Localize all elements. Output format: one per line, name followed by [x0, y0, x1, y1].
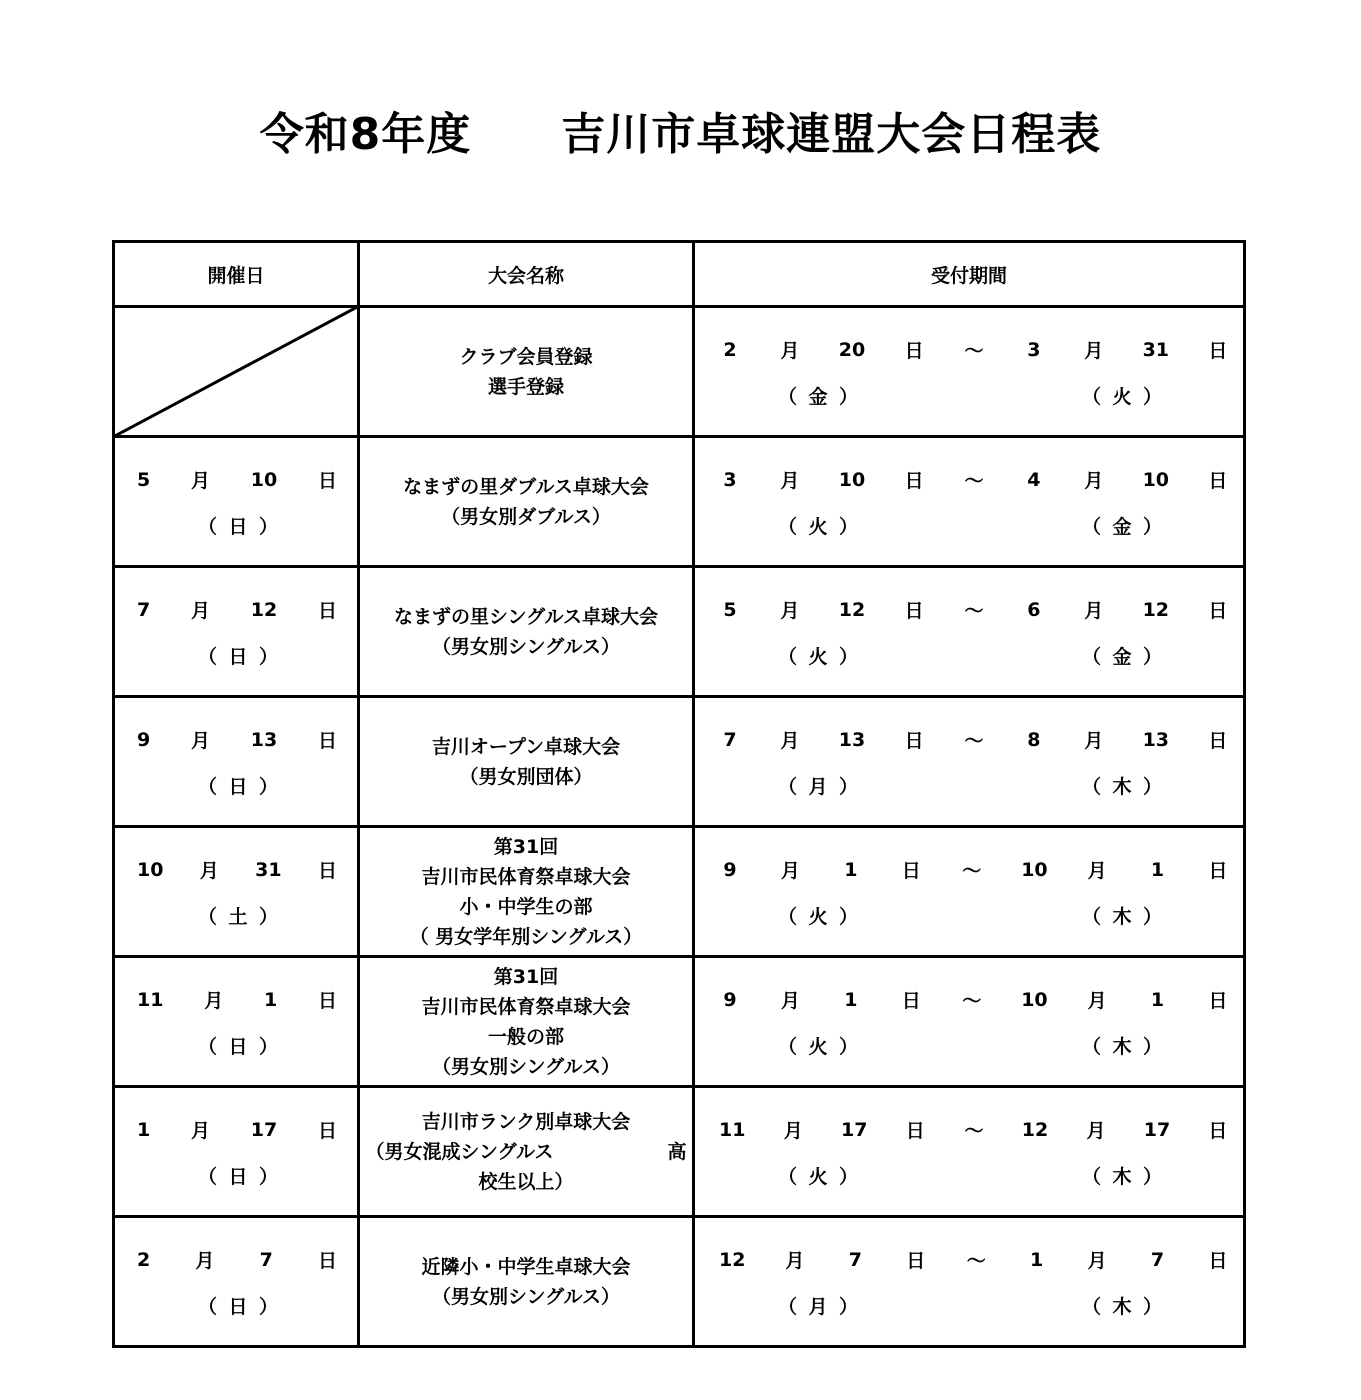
to-day: 31	[1142, 338, 1170, 361]
to-month: 10	[1021, 988, 1048, 1011]
event-weekday-line	[115, 1282, 357, 1326]
reception-date-line	[695, 588, 1243, 632]
reception-period-cell	[694, 1087, 1245, 1217]
event-name-line: 第31回	[493, 965, 559, 988]
open-paren: （	[1082, 645, 1102, 668]
from-month: 11	[719, 1118, 746, 1141]
to-weekday	[1082, 1032, 1162, 1059]
reception-weekday-line	[695, 762, 1243, 806]
day-label: 日	[317, 1120, 337, 1142]
day-label: 日	[317, 730, 337, 752]
to-weekday	[1082, 512, 1162, 539]
event-name-line: （ 男女学年別シングルス）	[409, 925, 643, 948]
event-weekday-line	[115, 1022, 357, 1066]
from-weekday	[778, 1162, 858, 1189]
range-tilde: ～	[964, 600, 984, 622]
event-date-cell	[114, 567, 359, 697]
range-tilde: ～	[964, 730, 984, 752]
weekday-label: 木	[1112, 1035, 1132, 1058]
to-day: 1	[1150, 988, 1165, 1011]
close-paren: ）	[258, 645, 278, 668]
to-month: 10	[1021, 858, 1048, 881]
event-date-line	[115, 1108, 357, 1152]
header-date: 開催日	[114, 242, 359, 307]
to-weekday	[1082, 772, 1162, 799]
open-paren: （	[778, 1035, 798, 1058]
header-name: 大会名称	[359, 242, 694, 307]
to-weekday	[1082, 642, 1162, 669]
to-month: 1	[1030, 1248, 1044, 1271]
from-day: 1	[844, 858, 858, 881]
to-day: 7	[1150, 1248, 1165, 1271]
schedule-table	[112, 240, 1246, 1348]
close-paren: ）	[838, 1295, 858, 1318]
month-label: 月	[1087, 1250, 1107, 1272]
range-tilde: ～	[964, 1120, 984, 1142]
day-label: 日	[904, 340, 924, 362]
event-weekday-line	[115, 632, 357, 676]
event-name	[360, 732, 692, 792]
to-day: 12	[1142, 598, 1170, 621]
event-name	[360, 342, 692, 402]
event-date-line	[115, 848, 357, 892]
from-weekday	[778, 772, 858, 799]
open-paren: （	[198, 645, 218, 668]
close-paren: ）	[258, 1165, 278, 1188]
event-weekday-line	[115, 892, 357, 936]
range-tilde: ～	[964, 340, 984, 362]
open-paren: （	[198, 1295, 218, 1318]
day-label: 日	[1208, 990, 1228, 1012]
reception-period-cell	[694, 957, 1245, 1087]
reception-weekday-line	[695, 632, 1243, 676]
table-row	[114, 1087, 1245, 1217]
event-month: 5	[137, 468, 151, 491]
event-month: 7	[137, 598, 151, 621]
event-date-line	[115, 718, 357, 762]
event-date-line	[115, 588, 357, 632]
day-label: 日	[904, 470, 924, 492]
event-date-cell	[114, 307, 359, 437]
close-paren: ）	[258, 515, 278, 538]
open-paren: （	[1082, 1295, 1102, 1318]
open-paren: （	[198, 515, 218, 538]
table-row	[114, 1217, 1245, 1347]
event-weekday	[198, 512, 278, 539]
event-name-line: （男女別シングルス）	[431, 1055, 620, 1078]
to-month: 4	[1027, 468, 1041, 491]
event-date-cell	[114, 437, 359, 567]
to-weekday	[1082, 1292, 1162, 1319]
month-label: 月	[204, 990, 224, 1012]
event-day: 12	[250, 598, 278, 621]
event-day: 17	[250, 1118, 278, 1141]
close-paren: ）	[838, 905, 858, 928]
table-row	[114, 567, 1245, 697]
month-label: 月	[785, 1250, 805, 1272]
month-label: 月	[1087, 990, 1107, 1012]
day-label: 日	[1208, 860, 1228, 882]
weekday-label: 日	[228, 1165, 248, 1188]
event-weekday	[198, 902, 278, 929]
header-row	[114, 242, 1245, 307]
event-name-cell	[359, 1087, 694, 1217]
event-month: 2	[137, 1248, 151, 1271]
event-date-cell	[114, 697, 359, 827]
close-paren: ）	[1142, 905, 1162, 928]
range-tilde: ～	[966, 1250, 986, 1272]
month-label: 月	[780, 600, 800, 622]
from-day: 12	[838, 598, 866, 621]
to-month: 3	[1027, 338, 1041, 361]
range-tilde: ～	[964, 470, 984, 492]
reception-date-line	[695, 458, 1243, 502]
diagonal-line	[113, 306, 359, 437]
event-weekday-line	[115, 762, 357, 806]
open-paren: （	[1082, 775, 1102, 798]
event-day: 31	[255, 858, 282, 881]
event-name-line: （男女別シングルス）	[431, 635, 620, 658]
event-weekday-line	[115, 1152, 357, 1196]
from-month: 5	[723, 598, 737, 621]
weekday-label: 日	[228, 1295, 248, 1318]
month-label: 月	[1087, 860, 1107, 882]
month-label: 月	[190, 600, 210, 622]
to-month: 6	[1027, 598, 1041, 621]
reception-weekday-line	[695, 502, 1243, 546]
event-weekday	[198, 642, 278, 669]
from-month: 12	[719, 1248, 746, 1271]
event-month: 9	[137, 728, 151, 751]
event-name-line: なまずの里ダブルス卓球大会	[403, 475, 649, 498]
weekday-label: 火	[808, 905, 828, 928]
range-tilde: ～	[962, 990, 982, 1012]
table-row	[114, 697, 1245, 827]
event-name-cell	[359, 827, 694, 957]
close-paren: ）	[1142, 775, 1162, 798]
weekday-label: 火	[808, 1035, 828, 1058]
close-paren: ）	[1142, 385, 1162, 408]
from-month: 9	[723, 858, 737, 881]
table-row	[114, 957, 1245, 1087]
event-month: 10	[137, 858, 164, 881]
to-day: 17	[1143, 1118, 1171, 1141]
open-paren: （	[1082, 905, 1102, 928]
day-label: 日	[1208, 1250, 1228, 1272]
month-label: 月	[780, 730, 800, 752]
month-label: 月	[199, 860, 219, 882]
reception-weekday-line	[695, 1282, 1243, 1326]
event-name-cell	[359, 567, 694, 697]
day-label: 日	[906, 1250, 926, 1272]
event-name-line: （男女別シングルス）	[431, 1285, 620, 1308]
day-label: 日	[317, 990, 337, 1012]
close-paren: ）	[1142, 1295, 1162, 1318]
close-paren: ）	[838, 645, 858, 668]
from-day: 10	[838, 468, 866, 491]
from-month: 7	[723, 728, 737, 751]
to-month: 8	[1027, 728, 1041, 751]
reception-weekday-line	[695, 1022, 1243, 1066]
from-month: 9	[723, 988, 737, 1011]
open-paren: （	[198, 1035, 218, 1058]
day-label: 日	[1208, 600, 1228, 622]
event-day: 10	[250, 468, 278, 491]
weekday-label: 火	[808, 1165, 828, 1188]
event-name-line: 小・中学生の部	[459, 895, 593, 918]
weekday-label: 土	[228, 905, 248, 928]
reception-period-cell	[694, 567, 1245, 697]
day-label: 日	[1208, 470, 1228, 492]
event-name-line: 校生以上）	[478, 1170, 574, 1193]
range-tilde: ～	[962, 860, 982, 882]
close-paren: ）	[838, 1165, 858, 1188]
day-label: 日	[1208, 1120, 1228, 1142]
event-date-cell	[114, 1217, 359, 1347]
from-day: 20	[838, 338, 866, 361]
to-month: 12	[1021, 1118, 1049, 1141]
month-label: 月	[780, 340, 800, 362]
reception-date-line	[695, 328, 1243, 372]
header-reception: 受付期間	[694, 242, 1245, 307]
to-day: 1	[1150, 858, 1165, 881]
day-label: 日	[901, 860, 921, 882]
event-name-line: 吉川市民体育祭卓球大会	[421, 865, 631, 888]
event-date-cell	[114, 827, 359, 957]
close-paren: ）	[258, 775, 278, 798]
weekday-label: 月	[808, 1295, 828, 1318]
close-paren: ）	[258, 1035, 278, 1058]
weekday-label: 日	[228, 775, 248, 798]
from-weekday	[778, 1292, 858, 1319]
weekday-label: 金	[1112, 515, 1132, 538]
open-paren: （	[198, 775, 218, 798]
weekday-label: 木	[1112, 1295, 1132, 1318]
reception-weekday-line	[695, 1152, 1243, 1196]
event-date-line	[115, 978, 357, 1022]
open-paren: （	[778, 775, 798, 798]
month-label: 月	[1084, 730, 1104, 752]
event-date-line	[115, 458, 357, 502]
event-weekday	[198, 1162, 278, 1189]
open-paren: （	[778, 905, 798, 928]
day-label: 日	[1208, 340, 1228, 362]
day-label: 日	[317, 600, 337, 622]
weekday-label: 火	[1112, 385, 1132, 408]
month-label: 月	[1084, 600, 1104, 622]
reception-date-line	[695, 718, 1243, 762]
month-label: 月	[1084, 470, 1104, 492]
weekday-label: 木	[1112, 1165, 1132, 1188]
event-name-cell	[359, 957, 694, 1087]
reception-period-cell	[694, 437, 1245, 567]
weekday-label: 木	[1112, 905, 1132, 928]
month-label: 月	[190, 730, 210, 752]
open-paren: （	[1082, 1035, 1102, 1058]
event-name-cell	[359, 437, 694, 567]
reception-date-line	[695, 848, 1243, 892]
day-label: 日	[1208, 730, 1228, 752]
reception-period-cell	[694, 697, 1245, 827]
from-day: 17	[840, 1118, 868, 1141]
event-month: 1	[137, 1118, 151, 1141]
month-label: 月	[780, 860, 800, 882]
event-name	[360, 472, 692, 532]
event-name-line: なまずの里シングルス卓球大会	[393, 605, 658, 628]
close-paren: ）	[258, 905, 278, 928]
from-weekday	[778, 382, 858, 409]
close-paren: ）	[838, 515, 858, 538]
event-name-line: 吉川オープン卓球大会	[431, 735, 621, 758]
close-paren: ）	[1142, 1035, 1162, 1058]
reception-date-line	[695, 978, 1243, 1022]
empty-date-diagonal	[115, 308, 357, 435]
open-paren: （	[198, 1165, 218, 1188]
day-label: 日	[905, 1120, 925, 1142]
from-day: 1	[844, 988, 858, 1011]
event-name-cell	[359, 697, 694, 827]
from-month: 2	[723, 338, 737, 361]
to-day: 13	[1142, 728, 1170, 751]
reception-period-cell	[694, 307, 1245, 437]
close-paren: ）	[838, 1035, 858, 1058]
weekday-label: 月	[808, 775, 828, 798]
day-label: 日	[317, 860, 337, 882]
event-name-line: クラブ会員登録	[459, 345, 593, 368]
reception-weekday-line	[695, 372, 1243, 416]
event-name-line: 一般の部	[487, 1025, 564, 1048]
weekday-label: 金	[1112, 645, 1132, 668]
table-row	[114, 307, 1245, 437]
event-name	[360, 602, 692, 662]
event-weekday	[198, 1292, 278, 1319]
open-paren: （	[778, 1295, 798, 1318]
event-day: 13	[250, 728, 278, 751]
open-paren: （	[778, 515, 798, 538]
reception-period-cell	[694, 1217, 1245, 1347]
reception-weekday-line	[695, 892, 1243, 936]
weekday-label: 木	[1112, 775, 1132, 798]
close-paren: ）	[838, 385, 858, 408]
to-weekday	[1082, 902, 1162, 929]
event-date-cell	[114, 1087, 359, 1217]
event-name-line: （男女別ダブルス）	[441, 505, 611, 528]
open-paren: （	[1082, 515, 1102, 538]
event-name	[360, 962, 692, 1082]
event-date-line	[115, 1238, 357, 1282]
open-paren: （	[778, 385, 798, 408]
from-day: 7	[848, 1248, 862, 1271]
event-name	[360, 1107, 692, 1197]
reception-period-cell	[694, 827, 1245, 957]
event-name-line: 吉川市ランク別卓球大会	[421, 1110, 631, 1133]
event-name-line: （男女別団体）	[459, 765, 593, 788]
event-name-line: 近隣小・中学生卓球大会	[421, 1255, 631, 1278]
event-weekday-line	[115, 502, 357, 546]
event-name-line: （男女混成シングルス 高	[365, 1140, 687, 1163]
day-label: 日	[317, 470, 337, 492]
event-name-line: 吉川市民体育祭卓球大会	[421, 995, 631, 1018]
day-label: 日	[904, 600, 924, 622]
month-label: 月	[190, 470, 210, 492]
to-weekday	[1082, 1162, 1162, 1189]
event-month: 11	[137, 988, 164, 1011]
table-row	[114, 827, 1245, 957]
weekday-label: 日	[228, 1035, 248, 1058]
event-name	[360, 832, 692, 952]
day-label: 日	[901, 990, 921, 1012]
day-label: 日	[317, 1250, 337, 1272]
table-row	[114, 437, 1245, 567]
from-day: 13	[838, 728, 866, 751]
close-paren: ）	[1142, 1165, 1162, 1188]
month-label: 月	[190, 1120, 210, 1142]
to-day: 10	[1142, 468, 1170, 491]
reception-date-line	[695, 1238, 1243, 1282]
event-name-cell	[359, 307, 694, 437]
close-paren: ）	[1142, 645, 1162, 668]
event-name-line: 選手登録	[487, 375, 564, 398]
event-weekday	[198, 1032, 278, 1059]
from-weekday	[778, 1032, 858, 1059]
weekday-label: 日	[228, 645, 248, 668]
event-weekday	[198, 772, 278, 799]
to-weekday	[1082, 382, 1162, 409]
from-month: 3	[723, 468, 737, 491]
page-title: 令和8年度 吉川市卓球連盟大会日程表	[259, 109, 1102, 160]
open-paren: （	[778, 645, 798, 668]
close-paren: ）	[258, 1295, 278, 1318]
weekday-label: 火	[808, 515, 828, 538]
month-label: 月	[1086, 1120, 1106, 1142]
month-label: 月	[1084, 340, 1104, 362]
event-name-cell	[359, 1217, 694, 1347]
open-paren: （	[1082, 1165, 1102, 1188]
event-day: 1	[263, 988, 278, 1011]
event-date-cell	[114, 957, 359, 1087]
month-label: 月	[780, 470, 800, 492]
month-label: 月	[195, 1250, 215, 1272]
weekday-label: 金	[808, 385, 828, 408]
weekday-label: 火	[808, 645, 828, 668]
event-day: 7	[259, 1248, 273, 1271]
close-paren: ）	[1142, 515, 1162, 538]
close-paren: ）	[838, 775, 858, 798]
open-paren: （	[1082, 385, 1102, 408]
event-name	[360, 1252, 692, 1312]
reception-date-line	[695, 1108, 1243, 1152]
from-weekday	[778, 512, 858, 539]
open-paren: （	[778, 1165, 798, 1188]
day-label: 日	[904, 730, 924, 752]
month-label: 月	[783, 1120, 803, 1142]
month-label: 月	[780, 990, 800, 1012]
open-paren: （	[198, 905, 218, 928]
event-name-line: 第31回	[493, 835, 559, 858]
from-weekday	[778, 902, 858, 929]
from-weekday	[778, 642, 858, 669]
weekday-label: 日	[228, 515, 248, 538]
